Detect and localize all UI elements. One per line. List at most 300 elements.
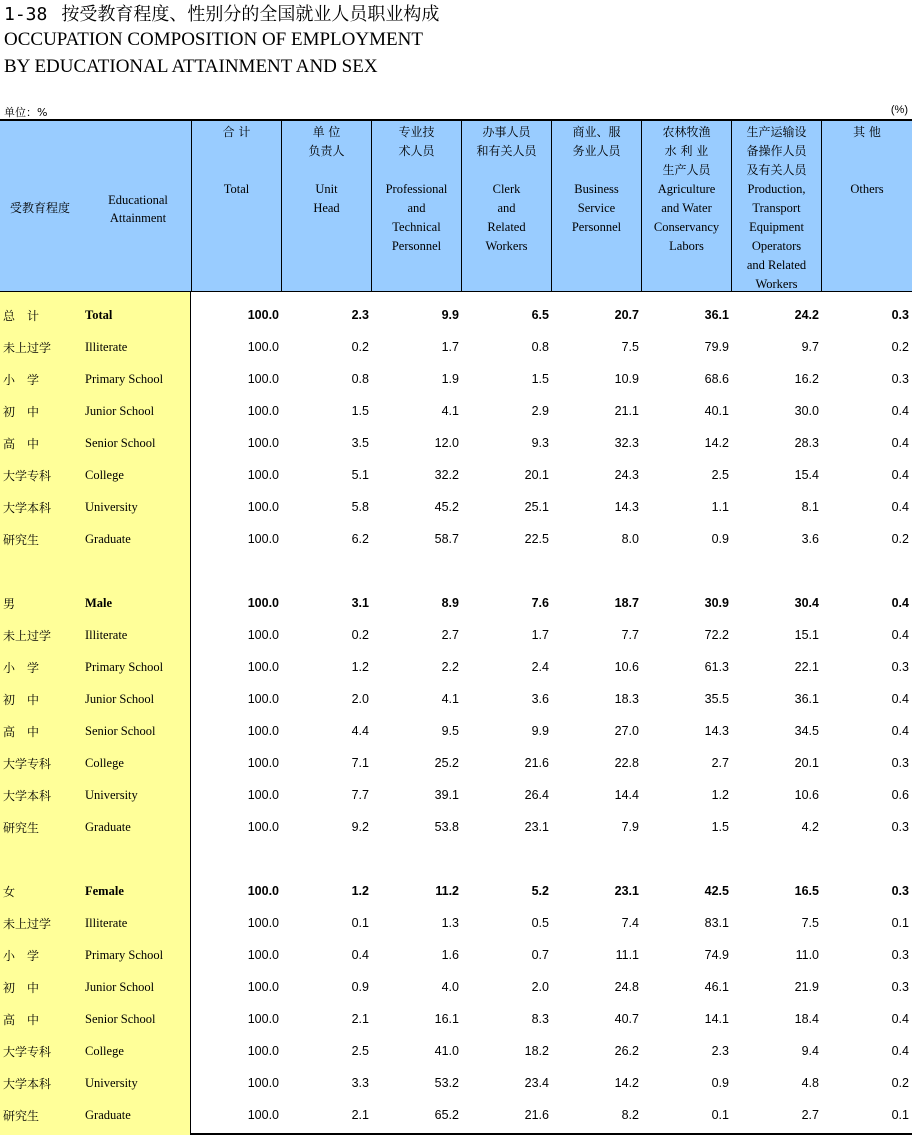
table-cell: 100.0 [247, 436, 279, 450]
table-cell: 0.7 [531, 948, 549, 962]
row-label-english: Female [85, 884, 124, 898]
row-label-chinese: 小 学 [3, 373, 40, 387]
table-cell: 100.0 [247, 500, 279, 514]
table-cell: 2.5 [711, 468, 729, 482]
table-cell: 0.2 [891, 1076, 909, 1090]
table-cell: 21.1 [614, 404, 639, 418]
row-label-english: Senior School [85, 724, 156, 738]
row-label-english: Junior School [85, 404, 155, 418]
table-cell: 11.0 [795, 948, 819, 962]
table-row [0, 651, 912, 683]
table-cell: 40.7 [614, 1012, 639, 1026]
table-cell: 0.3 [891, 308, 909, 322]
column-header-english: Clerk and Related Workers [485, 182, 528, 253]
table-cell: 0.3 [891, 372, 909, 386]
table-cell: 61.3 [704, 660, 729, 674]
table-cell: 0.4 [891, 596, 909, 610]
table-cell: 45.2 [434, 500, 459, 514]
table-cell: 14.3 [614, 500, 639, 514]
table-cell: 4.2 [801, 820, 819, 834]
table-cell: 7.5 [801, 916, 819, 930]
table-cell: 7.1 [351, 756, 369, 770]
table-cell: 2.7 [711, 756, 729, 770]
table-cell: 83.1 [704, 916, 729, 930]
table-cell: 10.9 [614, 372, 639, 386]
row-label-english: College [85, 1044, 124, 1058]
table-cell: 1.5 [531, 372, 549, 386]
table-cell: 24.2 [794, 308, 819, 322]
title-block [4, 4, 439, 80]
table-cell: 58.7 [434, 532, 459, 546]
table-cell: 0.2 [351, 628, 369, 642]
table-cell: 25.2 [434, 756, 459, 770]
table-cell: 21.6 [524, 1108, 549, 1122]
table-cell: 100.0 [247, 308, 279, 322]
row-label-english: Graduate [85, 532, 131, 546]
table-cell: 100.0 [247, 1012, 279, 1026]
table-cell: 16.5 [794, 884, 819, 898]
table-cell: 0.8 [531, 340, 549, 354]
table-cell: 35.5 [704, 692, 729, 706]
table-cell: 6.5 [531, 308, 549, 322]
row-label-english: University [85, 500, 138, 514]
table-row [0, 747, 912, 779]
table-cell: 0.3 [891, 884, 909, 898]
table-cell: 7.5 [621, 340, 639, 354]
table-cell: 100.0 [247, 1076, 279, 1090]
table-cell: 0.5 [531, 916, 549, 930]
table-cell: 0.4 [891, 628, 909, 642]
table-cell: 0.4 [351, 948, 369, 962]
table-cell: 0.3 [891, 948, 909, 962]
table-cell: 100.0 [247, 596, 279, 610]
table-cell: 74.9 [704, 948, 729, 962]
table-cell: 65.2 [434, 1108, 459, 1122]
row-label-english: Primary School [85, 372, 164, 386]
table-cell: 5.1 [351, 468, 369, 482]
table-cell: 42.5 [704, 884, 729, 898]
column-header-chinese: 其 他 [853, 125, 881, 139]
table-cell: 1.5 [711, 820, 729, 834]
data-table [0, 119, 912, 1135]
column-header-4 [551, 121, 641, 291]
row-label-chinese: 高 中 [3, 437, 40, 451]
table-cell: 0.1 [891, 916, 909, 930]
column-header-2 [371, 121, 461, 291]
table-cell: 9.9 [531, 724, 549, 738]
row-label-chinese: 大学本科 [3, 1077, 52, 1091]
table-cell: 8.1 [801, 500, 819, 514]
table-cell: 2.5 [351, 1044, 369, 1058]
row-label-chinese: 大学专科 [3, 469, 52, 483]
table-cell: 0.4 [891, 436, 909, 450]
table-cell: 0.4 [891, 692, 909, 706]
table-cell: 3.5 [351, 436, 369, 450]
unit-label-percent: (%) [890, 104, 908, 116]
table-cell: 3.3 [351, 1076, 369, 1090]
table-row [0, 683, 912, 715]
column-header-chinese: 农林牧渔 水 利 业 生产人员 [662, 125, 711, 177]
table-cell: 0.9 [711, 1076, 729, 1090]
table-row [0, 491, 912, 523]
row-label-chinese: 高 中 [3, 1013, 40, 1027]
table-cell: 9.3 [531, 436, 549, 450]
table-cell: 9.7 [801, 340, 819, 354]
table-cell: 18.4 [794, 1012, 819, 1026]
table-cell: 23.4 [524, 1076, 549, 1090]
table-row [0, 523, 912, 555]
table-cell: 1.2 [711, 788, 729, 802]
table-cell: 26.2 [614, 1044, 639, 1058]
row-label-english: Male [85, 596, 113, 610]
column-header-3 [461, 121, 551, 291]
column-header-english: Professional and Technical Personnel [385, 182, 448, 253]
title-english-line2: BY EDUCATIONAL ATTAINMENT AND SEX [4, 56, 378, 77]
table-cell: 11.2 [435, 884, 459, 898]
table-row [0, 427, 912, 459]
table-row [0, 299, 912, 331]
row-label-english: Junior School [85, 692, 155, 706]
column-header-chinese: 生产运输设 备操作人员 及有关人员 [746, 125, 807, 177]
table-cell: 28.3 [794, 436, 819, 450]
table-row [0, 907, 912, 939]
table-cell: 20.1 [794, 756, 819, 770]
table-row [0, 1067, 912, 1099]
table-cell: 18.3 [614, 692, 639, 706]
table-cell: 1.2 [351, 660, 369, 674]
table-cell: 0.1 [351, 916, 369, 930]
table-cell: 2.7 [441, 628, 459, 642]
table-cell: 22.1 [794, 660, 819, 674]
table-cell: 100.0 [247, 1044, 279, 1058]
column-header-0 [191, 121, 281, 291]
table-cell: 4.4 [351, 724, 369, 738]
column-header-english: Production, Transport Equipment Operators and Related Workers [746, 182, 807, 291]
column-header-english: Agriculture and Water Conservancy Labors [653, 182, 720, 253]
table-cell: 8.3 [531, 1012, 549, 1026]
table-row [0, 1099, 912, 1131]
row-label-english: Illiterate [85, 628, 128, 642]
column-header-english: Unit Head [313, 182, 340, 215]
table-cell: 20.1 [524, 468, 549, 482]
table-cell: 30.0 [794, 404, 819, 418]
row-label-chinese: 大学本科 [3, 501, 52, 515]
row-label-english: Junior School [85, 980, 155, 994]
table-cell: 7.9 [621, 820, 639, 834]
row-label-chinese: 研究生 [3, 821, 40, 835]
table-cell: 3.6 [531, 692, 549, 706]
row-label-chinese: 初 中 [3, 405, 40, 419]
row-label-english: Senior School [85, 436, 156, 450]
table-cell: 0.2 [891, 532, 909, 546]
table-cell: 14.3 [704, 724, 729, 738]
table-cell: 100.0 [247, 884, 279, 898]
column-header-6 [731, 121, 821, 291]
table-cell: 7.7 [351, 788, 369, 802]
table-cell: 41.0 [434, 1044, 459, 1058]
table-cell: 100.0 [247, 980, 279, 994]
row-label-chinese: 未上过学 [3, 917, 52, 931]
table-row [0, 363, 912, 395]
table-cell: 39.1 [434, 788, 459, 802]
row-label-chinese: 未上过学 [3, 341, 52, 355]
table-cell: 0.4 [891, 404, 909, 418]
table-cell: 100.0 [247, 948, 279, 962]
table-cell: 79.9 [704, 340, 729, 354]
column-header-chinese: 合 计 [222, 125, 251, 139]
row-label-chinese: 小 学 [3, 949, 40, 963]
row-label-english: College [85, 756, 124, 770]
table-cell: 0.1 [711, 1108, 729, 1122]
table-cell: 22.8 [614, 756, 639, 770]
table-cell: 100.0 [247, 692, 279, 706]
table-cell: 16.2 [794, 372, 819, 386]
table-row [0, 1003, 912, 1035]
column-header-5 [641, 121, 731, 291]
table-cell: 18.2 [524, 1044, 549, 1058]
table-row [0, 619, 912, 651]
row-label-chinese: 未上过学 [3, 629, 52, 643]
row-label-english: Senior School [85, 1012, 156, 1026]
table-cell: 4.1 [441, 404, 459, 418]
table-cell: 100.0 [247, 340, 279, 354]
header-stub-chinese: 受教育程度 [10, 201, 71, 215]
table-cell: 4.8 [801, 1076, 819, 1090]
table-cell: 1.2 [351, 884, 369, 898]
column-header-7 [821, 121, 912, 291]
table-cell: 0.9 [351, 980, 369, 994]
row-label-english: College [85, 468, 124, 482]
row-label-chinese: 总 计 [3, 309, 40, 323]
table-row [0, 875, 912, 907]
table-cell: 30.4 [794, 596, 819, 610]
table-cell: 14.2 [704, 436, 729, 450]
table-cell: 9.9 [441, 308, 459, 322]
table-cell: 0.6 [891, 788, 909, 802]
row-label-chinese: 初 中 [3, 981, 40, 995]
table-cell: 36.1 [704, 308, 729, 322]
row-label-chinese: 大学专科 [3, 1045, 52, 1059]
table-cell: 0.3 [891, 980, 909, 994]
table-cell: 100.0 [247, 724, 279, 738]
table-cell: 23.1 [614, 884, 639, 898]
table-row [0, 971, 912, 1003]
table-cell: 100.0 [247, 1108, 279, 1122]
row-label-english: Graduate [85, 820, 131, 834]
table-cell: 0.2 [351, 340, 369, 354]
table-cell: 100.0 [247, 468, 279, 482]
table-cell: 1.5 [351, 404, 369, 418]
table-cell: 24.3 [614, 468, 639, 482]
table-cell: 2.3 [351, 308, 369, 322]
column-header-chinese: 办事人员 和有关人员 [476, 125, 537, 158]
table-cell: 9.5 [441, 724, 459, 738]
table-cell: 0.1 [891, 1108, 909, 1122]
row-label-chinese: 研究生 [3, 533, 40, 547]
table-cell: 4.0 [441, 980, 459, 994]
header-stub-english: Educational Attainment [108, 193, 168, 225]
table-cell: 14.1 [704, 1012, 729, 1026]
table-cell: 9.2 [351, 820, 369, 834]
table-cell: 53.8 [434, 820, 459, 834]
table-cell: 2.2 [441, 660, 459, 674]
table-cell: 1.9 [441, 372, 459, 386]
row-label-chinese: 小 学 [3, 661, 40, 675]
table-cell: 2.1 [351, 1012, 369, 1026]
header-stub [0, 121, 191, 291]
column-header-english: Business Service Personnel [571, 182, 622, 234]
table-cell: 72.2 [704, 628, 729, 642]
table-cell: 26.4 [524, 788, 549, 802]
table-cell: 0.9 [711, 532, 729, 546]
table-cell: 3.6 [801, 532, 819, 546]
table-cell: 20.7 [614, 308, 639, 322]
table-cell: 16.1 [434, 1012, 459, 1026]
row-label-chinese: 高 中 [3, 725, 40, 739]
table-row [0, 587, 912, 619]
unit-label-chinese: 单位：% [4, 106, 48, 119]
table-cell: 4.1 [441, 692, 459, 706]
table-cell: 1.3 [441, 916, 459, 930]
row-label-chinese: 初 中 [3, 693, 40, 707]
table-row [0, 395, 912, 427]
table-cell: 15.4 [794, 468, 819, 482]
table-cell: 23.1 [524, 820, 549, 834]
table-cell: 5.2 [531, 884, 549, 898]
table-row [0, 1035, 912, 1067]
column-header-chinese: 专业技 术人员 [398, 125, 435, 158]
table-cell: 1.7 [441, 340, 459, 354]
row-label-english: Primary School [85, 948, 164, 962]
table-cell: 2.1 [351, 1108, 369, 1122]
table-cell: 27.0 [614, 724, 639, 738]
row-label-english: Total [85, 308, 113, 322]
table-cell: 7.4 [621, 916, 639, 930]
table-cell: 30.9 [704, 596, 729, 610]
table-cell: 8.0 [621, 532, 639, 546]
table-cell: 100.0 [247, 756, 279, 770]
row-label-chinese: 大学本科 [3, 789, 52, 803]
table-cell: 15.1 [794, 628, 819, 642]
table-cell: 24.8 [614, 980, 639, 994]
table-cell: 1.1 [711, 500, 729, 514]
table-cell: 2.9 [531, 404, 549, 418]
column-header-english: Total [223, 182, 250, 196]
table-cell: 100.0 [247, 660, 279, 674]
table-cell: 22.5 [524, 532, 549, 546]
table-cell: 0.3 [891, 660, 909, 674]
table-number: 1-38 [4, 4, 48, 25]
table-cell: 2.0 [351, 692, 369, 706]
table-cell: 5.8 [351, 500, 369, 514]
table-cell: 32.3 [614, 436, 639, 450]
table-cell: 0.4 [891, 724, 909, 738]
table-cell: 8.9 [441, 596, 459, 610]
table-cell: 100.0 [247, 532, 279, 546]
row-label-english: Illiterate [85, 916, 128, 930]
table-row [0, 715, 912, 747]
table-row [0, 331, 912, 363]
table-cell: 8.2 [621, 1108, 639, 1122]
row-label-chinese: 男 [3, 597, 16, 611]
table-cell: 100.0 [247, 628, 279, 642]
table-cell: 2.7 [801, 1108, 819, 1122]
table-row [0, 779, 912, 811]
table-cell: 100.0 [247, 916, 279, 930]
table-cell: 100.0 [247, 820, 279, 834]
table-cell: 100.0 [247, 788, 279, 802]
table-cell: 2.4 [531, 660, 549, 674]
table-cell: 21.6 [524, 756, 549, 770]
table-cell: 10.6 [794, 788, 819, 802]
title-chinese [4, 4, 439, 26]
table-cell: 0.2 [891, 340, 909, 354]
column-header-chinese: 商业、服 务业人员 [572, 125, 621, 158]
table-cell: 0.4 [891, 1044, 909, 1058]
table-cell: 68.6 [704, 372, 729, 386]
table-cell: 100.0 [247, 404, 279, 418]
table-cell: 18.7 [614, 596, 639, 610]
column-header-chinese: 单 位 负责人 [308, 125, 345, 158]
table-cell: 0.4 [891, 500, 909, 514]
column-header-1 [281, 121, 371, 291]
title-english-line1: OCCUPATION COMPOSITION OF EMPLOYMENT [4, 29, 423, 50]
table-cell: 1.6 [441, 948, 459, 962]
table-cell: 0.4 [891, 468, 909, 482]
row-label-chinese: 女 [3, 885, 16, 899]
table-header [0, 121, 912, 292]
table-cell: 36.1 [794, 692, 819, 706]
table-cell: 12.0 [434, 436, 459, 450]
table-cell: 2.0 [531, 980, 549, 994]
row-label-english: Primary School [85, 660, 164, 674]
row-label-chinese: 研究生 [3, 1109, 40, 1123]
table-cell: 10.6 [614, 660, 639, 674]
table-cell: 53.2 [434, 1076, 459, 1090]
table-cell: 14.4 [614, 788, 639, 802]
row-label-chinese: 大学专科 [3, 757, 52, 771]
table-cell: 7.6 [531, 596, 549, 610]
title-chinese-text: 按受教育程度、性别分的全国就业人员职业构成 [61, 4, 440, 25]
table-cell: 34.5 [794, 724, 819, 738]
row-label-english: Graduate [85, 1108, 131, 1122]
table-cell: 1.7 [531, 628, 549, 642]
row-label-english: University [85, 1076, 138, 1090]
table-cell: 0.4 [891, 1012, 909, 1026]
table-cell: 9.4 [801, 1044, 819, 1058]
table-cell: 32.2 [434, 468, 459, 482]
table-cell: 3.1 [351, 596, 369, 610]
table-row [0, 939, 912, 971]
table-cell: 40.1 [704, 404, 729, 418]
table-cell: 6.2 [351, 532, 369, 546]
column-header-english: Others [850, 182, 884, 196]
table-cell: 46.1 [704, 980, 729, 994]
table-cell: 0.3 [891, 756, 909, 770]
table-cell: 14.2 [614, 1076, 639, 1090]
table-cell: 25.1 [524, 500, 549, 514]
table-cell: 100.0 [247, 372, 279, 386]
table-cell: 2.3 [711, 1044, 729, 1058]
row-label-english: Illiterate [85, 340, 128, 354]
table-row [0, 811, 912, 843]
table-cell: 21.9 [794, 980, 819, 994]
table-cell: 0.3 [891, 820, 909, 834]
table-cell: 7.7 [621, 628, 639, 642]
row-label-english: University [85, 788, 138, 802]
table-cell: 0.8 [351, 372, 369, 386]
table-cell: 11.1 [615, 948, 639, 962]
